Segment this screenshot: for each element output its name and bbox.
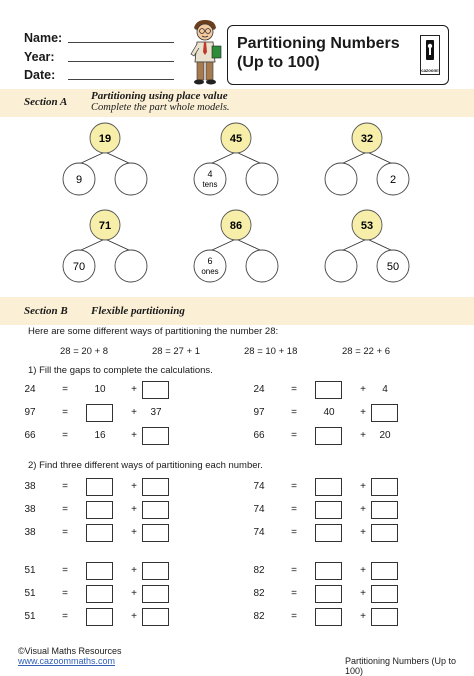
answer-box[interactable] <box>371 608 398 626</box>
answer-box[interactable] <box>315 524 342 542</box>
equation-number: 38 <box>24 504 36 515</box>
left-part-value: 9 <box>75 174 83 186</box>
equals-sign: = <box>291 407 297 418</box>
equals-sign: = <box>62 504 68 515</box>
answer-box[interactable] <box>315 585 342 603</box>
plus-sign: + <box>360 527 366 538</box>
connector-line <box>105 152 131 164</box>
equation-number: 24 <box>253 384 265 395</box>
equals-sign: = <box>291 588 297 599</box>
question-1: 1) Fill the gaps to complete the calculations. <box>28 365 213 376</box>
connector-line <box>341 239 367 251</box>
equals-sign: = <box>291 384 297 395</box>
part-whole-models <box>0 110 474 290</box>
section-b-label: Section B <box>24 305 68 317</box>
answer-box[interactable] <box>315 562 342 580</box>
plus-sign: + <box>131 504 137 515</box>
whole-value: 45 <box>229 133 243 145</box>
part-whole-model <box>325 123 409 195</box>
left-part-circle[interactable] <box>325 250 357 282</box>
keyhole-icon <box>421 39 439 65</box>
equation-number: 51 <box>24 588 36 599</box>
name-field[interactable] <box>68 42 174 43</box>
part-whole-model <box>63 210 147 282</box>
equals-sign: = <box>291 527 297 538</box>
right-part-circle[interactable] <box>246 250 278 282</box>
whole-value: 86 <box>229 220 243 232</box>
example-3: 28 = 10 + 18 <box>244 346 298 357</box>
equals-sign: = <box>291 504 297 515</box>
plus-sign: + <box>360 565 366 576</box>
right-part-value: 2 <box>389 174 397 186</box>
left-part-value: 70 <box>72 261 86 273</box>
connector-line <box>341 152 367 164</box>
equation-number: 82 <box>253 565 265 576</box>
plus-sign: + <box>360 481 366 492</box>
answer-box[interactable] <box>86 501 113 519</box>
plus-sign: + <box>131 407 137 418</box>
plus-sign: + <box>360 430 366 441</box>
section-a-title: Partitioning using place value <box>91 90 228 102</box>
equation-number: 66 <box>24 430 36 441</box>
answer-box[interactable] <box>86 562 113 580</box>
logo-text: cazoom! <box>421 68 439 73</box>
left-part-circle[interactable] <box>194 250 226 282</box>
equation-number: 51 <box>24 611 36 622</box>
year-label: Year: <box>24 50 55 64</box>
answer-box[interactable] <box>315 381 342 399</box>
equation-number: 82 <box>253 588 265 599</box>
whole-value: 53 <box>360 220 374 232</box>
equals-sign: = <box>62 527 68 538</box>
equation-number: 97 <box>24 407 36 418</box>
part-whole-model <box>325 210 409 282</box>
section-b-band <box>0 297 474 325</box>
equals-sign: = <box>291 430 297 441</box>
left-part-value: 6 <box>207 256 213 266</box>
answer-box[interactable] <box>86 608 113 626</box>
footer-website-link[interactable]: www.cazoommaths.com <box>18 656 116 666</box>
answer-box[interactable] <box>142 608 169 626</box>
answer-box[interactable] <box>142 381 169 399</box>
answer-box[interactable] <box>315 478 342 496</box>
connector-line <box>236 152 262 164</box>
connector-line <box>367 239 393 251</box>
answer-box[interactable] <box>86 585 113 603</box>
connector-line <box>105 239 131 251</box>
equation-part: 37 <box>150 407 162 418</box>
equation-number: 82 <box>253 611 265 622</box>
connector-line <box>79 239 105 251</box>
answer-box[interactable] <box>371 501 398 519</box>
answer-box[interactable] <box>142 427 169 445</box>
equals-sign: = <box>291 481 297 492</box>
equation-number: 38 <box>24 481 36 492</box>
answer-box[interactable] <box>86 524 113 542</box>
part-whole-model <box>194 123 278 195</box>
whole-value: 32 <box>360 133 374 145</box>
answer-box[interactable] <box>371 404 398 422</box>
example-2: 28 = 27 + 1 <box>152 346 201 357</box>
answer-box[interactable] <box>86 478 113 496</box>
equation-part: 4 <box>382 384 388 395</box>
equals-sign: = <box>62 565 68 576</box>
right-part-circle[interactable] <box>246 163 278 195</box>
whole-value: 71 <box>98 220 112 232</box>
title-line-1: Partitioning Numbers <box>237 35 400 52</box>
answer-box[interactable] <box>142 478 169 496</box>
title-line-2: (Up to 100) <box>237 54 320 71</box>
plus-sign: + <box>131 588 137 599</box>
answer-box[interactable] <box>142 562 169 580</box>
date-label: Date: <box>24 68 56 82</box>
equals-sign: = <box>62 588 68 599</box>
equation-number: 74 <box>253 504 265 515</box>
equals-sign: = <box>291 565 297 576</box>
footer-copyright: ©Visual Maths Resources <box>18 646 122 656</box>
plus-sign: + <box>360 384 366 395</box>
section-b-title: Flexible partitioning <box>91 305 185 317</box>
equals-sign: = <box>291 611 297 622</box>
answer-box[interactable] <box>315 608 342 626</box>
equation-part: 16 <box>94 430 106 441</box>
equation-number: 24 <box>24 384 36 395</box>
plus-sign: + <box>360 504 366 515</box>
equals-sign: = <box>62 407 68 418</box>
part-whole-model <box>194 210 278 282</box>
year-field[interactable] <box>68 61 174 62</box>
equation-number: 97 <box>253 407 265 418</box>
equation-number: 66 <box>253 430 265 441</box>
question-2: 2) Find three different ways of partitioning each number. <box>28 460 263 471</box>
section-a-label: Section A <box>24 96 68 108</box>
plus-sign: + <box>360 588 366 599</box>
left-part-circle[interactable] <box>194 163 226 195</box>
answer-box[interactable] <box>371 478 398 496</box>
connector-line <box>236 239 262 251</box>
teacher-character-icon <box>186 18 224 86</box>
answer-box[interactable] <box>315 501 342 519</box>
left-part-circle[interactable] <box>325 163 357 195</box>
section-b-intro: Here are some different ways of partitioning the number 28: <box>28 326 279 337</box>
equals-sign: = <box>62 481 68 492</box>
part-whole-model <box>63 123 147 195</box>
equation-number: 74 <box>253 481 265 492</box>
equals-sign: = <box>62 611 68 622</box>
footer-page-title: Partitioning Numbers (Up to 100) <box>345 656 457 676</box>
page-title <box>237 34 400 72</box>
connector-line <box>210 239 236 251</box>
equation-part: 10 <box>94 384 106 395</box>
equation-part: 40 <box>323 407 335 418</box>
example-1: 28 = 20 + 8 <box>60 346 109 357</box>
name-label: Name: <box>24 31 63 45</box>
right-part-circle[interactable] <box>115 250 147 282</box>
answer-box[interactable] <box>371 562 398 580</box>
right-part-circle[interactable] <box>115 163 147 195</box>
whole-value: 19 <box>98 133 112 145</box>
answer-box[interactable] <box>371 585 398 603</box>
cazoom-logo <box>420 35 440 75</box>
answer-box[interactable] <box>371 524 398 542</box>
equals-sign: = <box>62 430 68 441</box>
answer-box[interactable] <box>142 585 169 603</box>
plus-sign: + <box>360 407 366 418</box>
right-part-value: 50 <box>386 261 400 273</box>
title-box <box>227 25 449 85</box>
connector-line <box>79 152 105 164</box>
equation-number: 74 <box>253 527 265 538</box>
equation-number: 38 <box>24 527 36 538</box>
left-part-unit: tens <box>202 180 218 189</box>
answer-box[interactable] <box>142 501 169 519</box>
equals-sign: = <box>62 384 68 395</box>
plus-sign: + <box>131 430 137 441</box>
left-part-value: 4 <box>207 169 213 179</box>
left-part-unit: ones <box>201 267 219 276</box>
example-4: 28 = 22 + 6 <box>342 346 391 357</box>
plus-sign: + <box>131 565 137 576</box>
plus-sign: + <box>131 527 137 538</box>
connector-line <box>210 152 236 164</box>
section-a-subtitle: Complete the part whole models. <box>91 102 230 113</box>
equation-part: 20 <box>379 430 391 441</box>
connector-line <box>367 152 393 164</box>
answer-box[interactable] <box>315 427 342 445</box>
plus-sign: + <box>131 611 137 622</box>
plus-sign: + <box>131 384 137 395</box>
equation-number: 51 <box>24 565 36 576</box>
plus-sign: + <box>360 611 366 622</box>
plus-sign: + <box>131 481 137 492</box>
answer-box[interactable] <box>86 404 113 422</box>
date-field[interactable] <box>68 79 174 80</box>
answer-box[interactable] <box>142 524 169 542</box>
